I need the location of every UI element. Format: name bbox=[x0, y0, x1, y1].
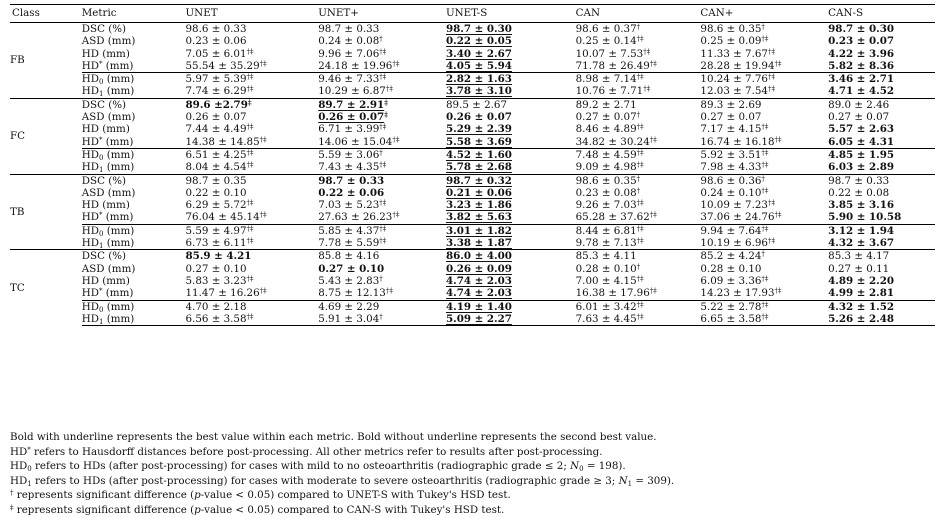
value-cell: 0.27 ± 0.10 bbox=[185, 262, 247, 275]
value-cell: 98.6 ± 0.35† bbox=[576, 174, 701, 187]
class-label: FC bbox=[10, 98, 82, 174]
value-cell: 5.58 ± 3.69 bbox=[445, 135, 512, 148]
value-cell: 98.6 ± 0.33 bbox=[185, 23, 247, 35]
header-row bbox=[10, 5, 935, 23]
value-cell: 2.82 ± 1.63 bbox=[446, 73, 576, 86]
value-cell: 98.6 ± 0.35† bbox=[700, 23, 765, 35]
table-row bbox=[10, 224, 935, 237]
value-cell: 3.23 ± 1.86 bbox=[445, 199, 512, 212]
value-cell: 16.74 ± 16.18†‡ bbox=[700, 135, 782, 148]
value-cell: 5.90 ± 10.58 bbox=[828, 211, 902, 224]
value-cell: 5.82 ± 8.36 bbox=[828, 59, 895, 72]
value-cell: 5.09 ± 2.27 bbox=[446, 313, 576, 326]
metric-label: $HD_0$ (mm) bbox=[82, 148, 186, 161]
table-row bbox=[10, 287, 935, 300]
value-cell: 98.7 ± 0.33 bbox=[318, 23, 380, 35]
value-cell: 24.18 ± 19.96†‡ bbox=[318, 59, 400, 72]
value-cell: 12.03 ± 7.54†‡ bbox=[700, 85, 775, 98]
value-cell: 7.43 ± 4.35†‡ bbox=[318, 161, 387, 174]
metric-label: DSC (%) bbox=[81, 23, 127, 35]
value-cell: 7.63 ± 4.45†‡ bbox=[576, 313, 701, 326]
value-cell: 5.26 ± 2.48 bbox=[828, 313, 935, 326]
value-cell: 3.78 ± 3.10 bbox=[445, 85, 512, 98]
value-cell: 0.27 ± 0.07† bbox=[575, 111, 641, 124]
value-cell: 11.33 ± 7.67†‡ bbox=[700, 47, 775, 60]
value-cell: 3.40 ± 2.67 bbox=[445, 47, 512, 60]
header-can-s: CAN-S bbox=[828, 5, 935, 23]
value-cell: 27.63 ± 26.23†‡ bbox=[318, 211, 400, 224]
table-row bbox=[10, 300, 935, 313]
class-label: TB bbox=[10, 174, 82, 250]
table-row bbox=[10, 161, 935, 174]
metric-label: $HD_1$ (mm) bbox=[81, 161, 135, 175]
value-cell: 5.59 ± 4.97†‡ bbox=[186, 224, 319, 237]
metric-label: ASD (mm) bbox=[81, 35, 136, 48]
header-can-plus: CAN+ bbox=[700, 5, 828, 23]
value-cell: 89.0 ± 2.46 bbox=[828, 98, 935, 111]
value-cell: 9.96 ± 7.06†‡ bbox=[318, 47, 387, 60]
header-can: CAN bbox=[576, 5, 701, 23]
table-row bbox=[10, 85, 935, 98]
value-cell: 16.38 ± 17.96†‡ bbox=[575, 287, 657, 300]
metric-label: HD (mm) bbox=[81, 199, 130, 212]
value-cell: 6.73 ± 6.11†‡ bbox=[185, 237, 254, 250]
value-cell: 86.0 ± 4.00 bbox=[446, 250, 576, 263]
value-cell: 5.85 ± 4.37†‡ bbox=[318, 224, 446, 237]
table-row bbox=[10, 263, 935, 275]
table-row bbox=[10, 199, 935, 211]
note-dagger: † represents significant difference (p-value < 0.05) compared to UNET-S with Tukey's HSD test. bbox=[10, 489, 511, 502]
value-cell: 8.98 ± 7.14†‡ bbox=[576, 73, 701, 86]
header-unet-s: UNET-S bbox=[446, 5, 576, 23]
header-unet: UNET bbox=[186, 5, 319, 23]
value-cell: 9.26 ± 7.03†‡ bbox=[575, 199, 644, 212]
value-cell: 98.7 ± 0.32 bbox=[446, 174, 576, 187]
value-cell: 0.27 ± 0.07 bbox=[828, 111, 890, 124]
value-cell: 3.85 ± 3.16 bbox=[828, 199, 895, 212]
value-cell: 10.29 ± 6.87†‡ bbox=[318, 85, 393, 98]
value-cell: 4.89 ± 2.20 bbox=[828, 274, 895, 287]
table-row bbox=[10, 211, 935, 224]
value-cell: 7.03 ± 5.23†‡ bbox=[318, 199, 387, 212]
metric-label: ASD (mm) bbox=[81, 186, 136, 199]
value-cell: 10.24 ± 7.76†‡ bbox=[700, 73, 828, 86]
metric-label: ASD (mm) bbox=[81, 111, 136, 124]
metric-label: DSC (%) bbox=[82, 174, 186, 187]
value-cell: 8.04 ± 4.54†‡ bbox=[185, 161, 254, 174]
note-hd0: $HD_0$ refers to HDs (after post-processing) for cases with mild to no osteoarthritis (radiographic grade ≤ 2; $N_0 = 198$). bbox=[10, 460, 626, 474]
value-cell: 85.3 ± 4.17 bbox=[828, 250, 935, 263]
value-cell: 4.32 ± 3.67 bbox=[828, 237, 895, 250]
value-cell: 0.24 ± 0.08† bbox=[318, 35, 383, 48]
table-row bbox=[10, 60, 935, 73]
results-table bbox=[10, 4, 935, 326]
table-row bbox=[10, 73, 935, 86]
metric-label: HD (mm) bbox=[81, 47, 130, 60]
value-cell: 7.00 ± 4.15†‡ bbox=[575, 274, 644, 287]
value-cell: 0.22 ± 0.05 bbox=[445, 35, 512, 48]
value-cell: 14.06 ± 15.04†‡ bbox=[318, 135, 400, 148]
table-notes bbox=[10, 430, 935, 518]
value-cell: 5.91 ± 3.04† bbox=[318, 313, 446, 326]
value-cell: 6.56 ± 3.58†‡ bbox=[186, 313, 319, 326]
value-cell: 89.2 ± 2.71 bbox=[576, 98, 701, 111]
value-cell: 6.03 ± 2.89 bbox=[828, 161, 895, 174]
value-cell: 7.78 ± 5.59†‡ bbox=[318, 237, 387, 250]
value-cell: 9.94 ± 7.64†‡ bbox=[700, 224, 828, 237]
note-double-dagger: ‡ represents significant difference (p-value < 0.05) compared to CAN-S with Tukey's HSD test. bbox=[10, 503, 505, 516]
value-cell: 0.22 ± 0.10 bbox=[185, 186, 247, 199]
value-cell: 5.92 ± 3.51†‡ bbox=[700, 148, 828, 161]
metric-label: $HD_1$ (mm) bbox=[81, 85, 135, 99]
metric-label: $HD_1$ (mm) bbox=[82, 313, 186, 326]
value-cell: 0.22 ± 0.06 bbox=[318, 186, 385, 199]
value-cell: 7.44 ± 4.49†‡ bbox=[185, 123, 254, 136]
value-cell: 10.09 ± 7.23†‡ bbox=[700, 199, 775, 212]
value-cell: 85.9 ± 4.21 bbox=[186, 250, 319, 263]
metric-label: ASD (mm) bbox=[81, 262, 136, 275]
value-cell: 4.85 ± 1.95 bbox=[828, 148, 935, 161]
value-cell: 71.78 ± 26.49†‡ bbox=[575, 59, 657, 72]
table-row bbox=[10, 98, 935, 111]
value-cell: 0.27 ± 0.10 bbox=[318, 262, 385, 275]
value-cell: 4.05 ± 5.94 bbox=[445, 59, 512, 72]
table-row bbox=[10, 123, 935, 135]
value-cell: 4.71 ± 4.52 bbox=[828, 85, 895, 98]
value-cell: 3.82 ± 5.63 bbox=[445, 211, 512, 224]
metric-label: DSC (%) bbox=[82, 98, 186, 111]
value-cell: 0.28 ± 0.10† bbox=[575, 262, 641, 275]
value-cell: 14.38 ± 14.85†‡ bbox=[185, 135, 267, 148]
value-cell: 98.7 ± 0.35 bbox=[186, 174, 319, 187]
value-cell: 98.7 ± 0.30 bbox=[828, 23, 895, 35]
table-row bbox=[10, 136, 935, 149]
value-cell: 85.3 ± 4.11 bbox=[576, 250, 701, 263]
metric-label: HD (mm) bbox=[81, 123, 130, 136]
value-cell: 7.17 ± 4.15†‡ bbox=[700, 123, 769, 136]
value-cell: 85.8 ± 4.16 bbox=[318, 250, 446, 263]
value-cell: 11.47 ± 16.26†‡ bbox=[185, 287, 267, 300]
metric-label: $HD_0$ (mm) bbox=[82, 73, 186, 86]
metric-label: $HD_1$ (mm) bbox=[81, 237, 135, 251]
value-cell: 37.06 ± 24.76†‡ bbox=[700, 211, 782, 224]
value-cell: 28.28 ± 19.94†‡ bbox=[700, 59, 782, 72]
metric-label: DSC (%) bbox=[82, 250, 186, 263]
header-metric: Metric bbox=[82, 5, 186, 23]
value-cell: 5.78 ± 2.68 bbox=[445, 161, 512, 174]
value-cell: 4.32 ± 1.52 bbox=[828, 300, 935, 313]
value-cell: 0.23 ± 0.08† bbox=[575, 186, 641, 199]
value-cell: 6.71 ± 3.99†‡ bbox=[318, 123, 387, 136]
value-cell: 6.51 ± 4.25†‡ bbox=[186, 148, 319, 161]
table-row bbox=[10, 237, 935, 250]
value-cell: 5.43 ± 2.83† bbox=[318, 274, 383, 287]
value-cell: 5.83 ± 3.23†‡ bbox=[185, 274, 254, 287]
note-hd-star: HD* refers to Hausdorff distances before post-processing. All other metrics refer to results after post-processing. bbox=[10, 445, 603, 458]
value-cell: 0.26 ± 0.09 bbox=[445, 262, 512, 275]
value-cell: 0.25 ± 0.09†‡ bbox=[700, 35, 769, 48]
value-cell: 7.98 ± 4.33†‡ bbox=[700, 161, 769, 174]
table-body bbox=[10, 23, 935, 326]
value-cell: 5.22 ± 2.78†‡ bbox=[700, 300, 828, 313]
value-cell: 9.09 ± 4.98†‡ bbox=[575, 161, 644, 174]
value-cell: 3.38 ± 1.87 bbox=[445, 237, 512, 250]
value-cell: 10.19 ± 6.96†‡ bbox=[700, 237, 775, 250]
metric-label: HD (mm) bbox=[81, 274, 130, 287]
value-cell: 0.27 ± 0.07 bbox=[700, 111, 762, 124]
value-cell: 10.07 ± 7.53†‡ bbox=[575, 47, 651, 60]
metric-label: HD* (mm) bbox=[81, 211, 134, 224]
value-cell: 5.97 ± 5.39†‡ bbox=[186, 73, 319, 86]
value-cell: 89.6 ±2.79‡ bbox=[186, 98, 319, 111]
class-label: FB bbox=[10, 54, 25, 67]
value-cell: 3.01 ± 1.82 bbox=[446, 224, 576, 237]
value-cell: 5.59 ± 3.06† bbox=[318, 148, 446, 161]
value-cell: 0.27 ± 0.11 bbox=[828, 262, 890, 275]
value-cell: 10.76 ± 7.71†‡ bbox=[575, 85, 651, 98]
value-cell: 0.24 ± 0.10†‡ bbox=[700, 186, 769, 199]
metric-label: $HD_0$ (mm) bbox=[82, 300, 186, 313]
value-cell: 6.29 ± 5.72†‡ bbox=[185, 199, 254, 212]
value-cell: 98.6 ± 0.37† bbox=[575, 23, 641, 35]
value-cell: 5.57 ± 2.63 bbox=[828, 123, 895, 136]
value-cell: 9.78 ± 7.13†‡ bbox=[575, 237, 644, 250]
value-cell: 14.23 ± 17.93†‡ bbox=[700, 287, 782, 300]
value-cell: 98.7 ± 0.33 bbox=[828, 174, 935, 187]
metric-label: HD* (mm) bbox=[81, 287, 134, 300]
value-cell: 6.65 ± 3.58†‡ bbox=[700, 313, 828, 326]
value-cell: 4.52 ± 1.60 bbox=[446, 148, 576, 161]
table-row bbox=[10, 148, 935, 161]
note-bold-legend: Bold with underline represents the best value within each metric. Bold without underline represents the second best value. bbox=[10, 431, 657, 443]
metric-label: HD* (mm) bbox=[81, 135, 134, 148]
metric-label: HD* (mm) bbox=[81, 59, 134, 72]
value-cell: 6.09 ± 3.36†‡ bbox=[700, 274, 769, 287]
value-cell: 9.46 ± 7.33†‡ bbox=[318, 73, 446, 86]
value-cell: 4.69 ± 2.29 bbox=[318, 300, 446, 313]
value-cell: 0.23 ± 0.07 bbox=[828, 35, 895, 48]
value-cell: 0.26 ± 0.07 bbox=[445, 111, 512, 124]
value-cell: 6.05 ± 4.31 bbox=[828, 135, 895, 148]
value-cell: 7.48 ± 4.59†‡ bbox=[576, 148, 701, 161]
table-row bbox=[10, 174, 935, 187]
table-row bbox=[10, 313, 935, 326]
value-cell: 3.46 ± 2.71 bbox=[828, 73, 935, 86]
value-cell: 89.7 ± 2.91‡ bbox=[318, 98, 446, 111]
value-cell: 4.74 ± 2.03 bbox=[445, 274, 512, 287]
value-cell: 5.29 ± 2.39 bbox=[445, 123, 512, 136]
value-cell: 85.2 ± 4.24† bbox=[700, 250, 828, 263]
value-cell: 89.3 ± 2.69 bbox=[700, 98, 828, 111]
table-row bbox=[10, 35, 935, 47]
value-cell: 7.05 ± 6.01†‡ bbox=[185, 47, 254, 60]
table-row bbox=[10, 187, 935, 199]
value-cell: 8.46 ± 4.89†‡ bbox=[575, 123, 644, 136]
value-cell: 6.01 ± 3.42†‡ bbox=[576, 300, 701, 313]
header-class: Class bbox=[10, 5, 82, 23]
value-cell: 3.12 ± 1.94 bbox=[828, 224, 935, 237]
table-row bbox=[10, 48, 935, 60]
value-cell: 4.70 ± 2.18 bbox=[186, 300, 319, 313]
value-cell: 8.75 ± 12.13†‡ bbox=[318, 287, 393, 300]
value-cell: 65.28 ± 37.62†‡ bbox=[575, 211, 657, 224]
value-cell: 0.22 ± 0.08 bbox=[828, 186, 890, 199]
table-row bbox=[10, 250, 935, 263]
value-cell: 0.25 ± 0.14†‡ bbox=[575, 35, 644, 48]
class-label: TC bbox=[10, 250, 82, 326]
value-cell: 0.23 ± 0.06 bbox=[185, 35, 247, 48]
header-unet-plus: UNET+ bbox=[318, 5, 446, 23]
table-header bbox=[10, 5, 935, 23]
value-cell: 8.44 ± 6.81†‡ bbox=[576, 224, 701, 237]
value-cell: 7.74 ± 6.29†‡ bbox=[185, 85, 254, 98]
value-cell: 98.6 ± 0.36† bbox=[700, 174, 828, 187]
table-row bbox=[10, 23, 935, 36]
value-cell: 0.28 ± 0.10 bbox=[700, 262, 762, 275]
table-row bbox=[10, 275, 935, 287]
value-cell: 89.5 ± 2.67 bbox=[446, 98, 576, 111]
note-hd1: $HD_1$ refers to HDs (after post-processing) for cases with moderate to severe osteoarthritis (radiographic grade ≥ 3; $N_1 = 309$). bbox=[10, 474, 675, 488]
value-cell: 4.99 ± 2.81 bbox=[828, 287, 895, 300]
value-cell: 55.54 ± 35.29†‡ bbox=[185, 59, 267, 72]
table-row bbox=[10, 111, 935, 123]
value-cell: 4.74 ± 2.03 bbox=[445, 287, 512, 300]
value-cell: 4.22 ± 3.96 bbox=[828, 47, 895, 60]
value-cell: 0.26 ± 0.07 bbox=[185, 111, 247, 124]
value-cell: 98.7 ± 0.33 bbox=[318, 174, 446, 187]
value-cell: 76.04 ± 45.14†‡ bbox=[185, 211, 267, 224]
metric-label: $HD_0$ (mm) bbox=[82, 224, 186, 237]
value-cell: 0.26 ± 0.07‡ bbox=[318, 110, 388, 124]
value-cell: 98.7 ± 0.30 bbox=[445, 23, 512, 35]
value-cell: 4.19 ± 1.40 bbox=[446, 300, 576, 313]
value-cell: 34.82 ± 30.24†‡ bbox=[575, 135, 657, 148]
value-cell: 0.21 ± 0.06 bbox=[445, 186, 512, 199]
